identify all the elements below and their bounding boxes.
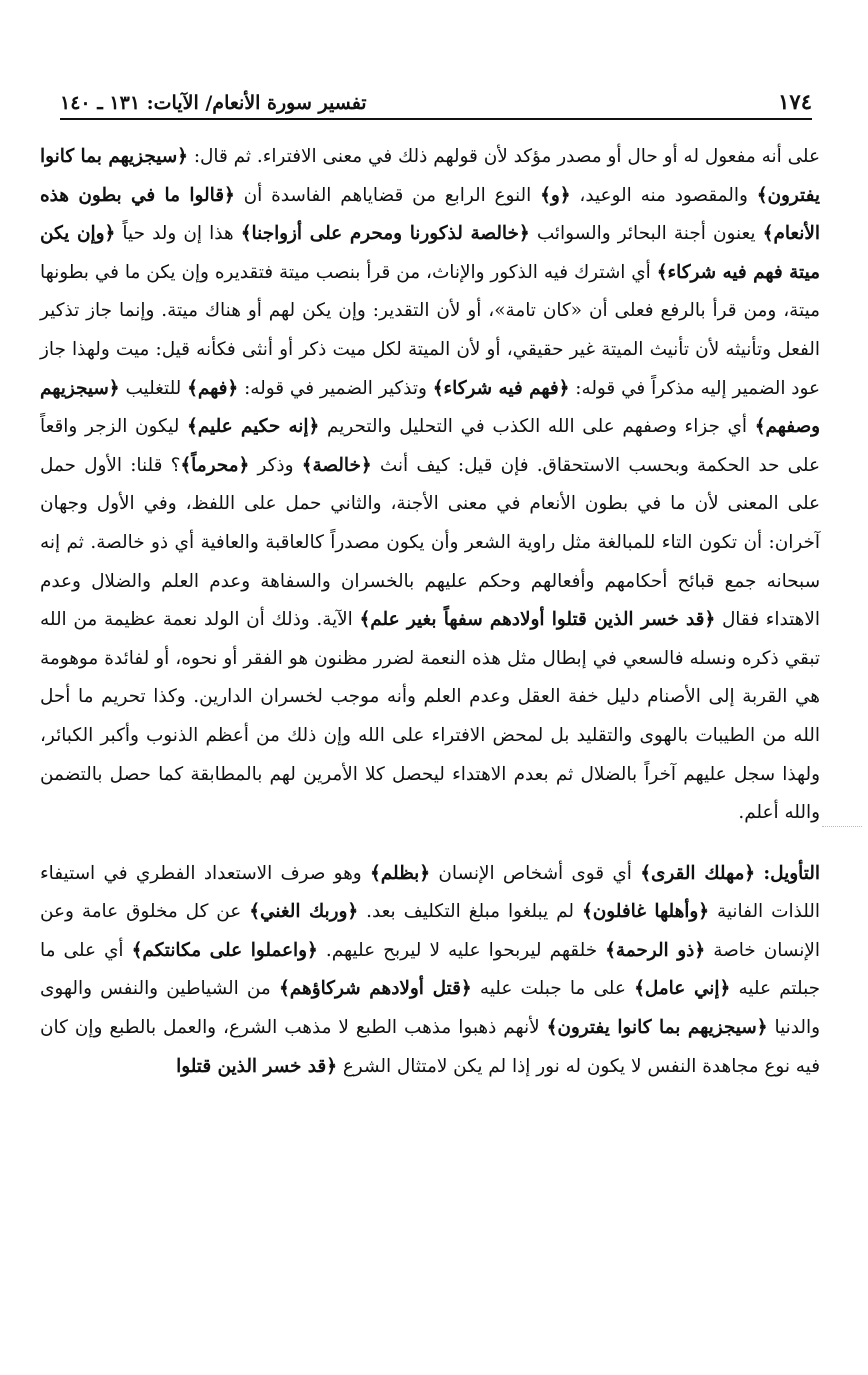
text-run: هذا إن ولد حياً [115, 223, 241, 245]
interpretation-body [40, 863, 820, 1077]
quran-quote: ﴿خالصة لذكورنا ومحرم على أزواجنا﴾ [240, 223, 530, 245]
text-run: عن كل مخلوق عامة وعن الإنسان خاصة [40, 901, 820, 961]
text-run: أي على ما جبلتم عليه [40, 939, 820, 1000]
quran-quote: ﴿مهلك القرى﴾ [640, 862, 756, 884]
quran-quote: ﴿إني عامل﴾ [634, 978, 731, 1000]
margin-dotted-line [822, 826, 862, 827]
text-run: على ما جبلت عليه [471, 978, 635, 1000]
interpretation-lead: التأويل: [763, 862, 820, 884]
quran-quote: ﴿وأهلها غافلون﴾ [581, 901, 710, 923]
quran-quote: ﴿سيجزيهم وصفهم﴾ [40, 377, 820, 438]
commentary-paragraph [40, 138, 820, 833]
quran-quote: ﴿محرماً﴾ [180, 454, 250, 476]
quran-quote: ﴿إنه حكيم عليم﴾ [187, 416, 320, 438]
quran-quote: ﴿قد خسر الذين قتلوا [176, 1055, 337, 1077]
quran-quote: ﴿فهم فيه شركاء﴾ [432, 377, 570, 399]
quran-quote: ﴿قد خسر الذين قتلوا أولادهم سفهاً بغير علم﴾ [359, 609, 716, 631]
text-run: ؟ قلنا: الأول حمل على المعنى لأن ما في بطون الأنعام في معنى الأجنة، والثاني حمل على اللفظ، وفي الأول وجهان آخران: أن تكون التاء للمبالغة مثل راوية الشعر وأن يكون مصدراً كالعاقبة والعافية أي ذو خالصة. ثم إنه سبحانه جمع قبائح أحكامهم وأفعالهم وحكم عليهم بالخسران والسفاهة وعدم العلم والضلال وعدم الاهتداء فقال [40, 454, 820, 631]
text-run: على أنه مفعول له أو حال أو مصدر مؤكد لأن قولهم ذلك في معنى الافتراء. ثم قال: [187, 146, 820, 167]
quran-quote: ﴿وربك الغني﴾ [249, 901, 359, 923]
body-text [40, 138, 820, 1086]
quran-quote: ﴿ذو الرحمة﴾ [605, 939, 706, 961]
text-run: النوع الرابع من قضاياهم الفاسدة أن [234, 184, 541, 206]
running-header [60, 84, 812, 120]
text-run: لم يبلغوا مبلغ التكليف بعد. [358, 901, 582, 923]
text-run: والمقصود منه الوعيد، [570, 184, 757, 206]
text-run: وتذكير الضمير في قوله: [238, 377, 433, 399]
quran-quote: ﴿بظلم﴾ [369, 862, 431, 884]
quran-quote: ﴿فهم﴾ [187, 377, 239, 399]
text-run: لأنهم ذهبوا مذهب الطبع لا مذهب الشرع، والعمل بالطبع وإن كان فيه نوع مجاهدة النفس لا يكون له نور إذا لم يكن لامتثال الشرع [40, 1017, 820, 1077]
text-run: ليكون الزجر واقعاً على حد الحكمة وبحسب الاستحقاق. فإن قيل: كيف أنث [40, 416, 820, 476]
quran-quote: ﴿واعملوا على مكانتكم﴾ [131, 939, 318, 961]
quran-quote: ﴿سيجزيهم بما كانوا يفترون﴾ [40, 146, 820, 206]
quran-quote: ﴿سيجزيهم بما كانوا يفترون﴾ [546, 1017, 768, 1039]
quran-quote: ﴿خالصة﴾ [301, 454, 372, 476]
text-run: أي جزاء وصفهم على الله الكذب في التحليل والتحريم [319, 416, 755, 438]
text-run: أي اشترك فيه الذكور والإناث، من قرأ بنصب ميتة فتقديره وإن يكن ما في بطونها ميتة، ومن قرأ بالرفع فعلى أن «كان تامة»، أو لأن التقدير: وإن يكن لهم أو هناك ميتة. وإنما جاز تذكير الفعل وتأنيثه لأن تأنيث الميتة غير حقيقي، أو لأن الميتة لكل ميت ذكر أو أنثى فكأنه قيل: ميت ولهذا جاز عود الضمير إليه مذكراً في قوله: [40, 261, 820, 399]
page-number: ١٧٤ [778, 89, 812, 114]
text-run: وذكر [249, 454, 302, 476]
quran-quote: ﴿و﴾ [540, 184, 571, 206]
text-run: للتغليب [119, 377, 188, 399]
text-run: يعنون أجنة البحائر والسوائب [529, 223, 763, 245]
text-run: خلقهم ليربحوا عليه لا ليربح عليهم. [317, 939, 606, 961]
quran-quote: ﴿قالوا ما في بطون هذه الأنعام﴾ [40, 184, 821, 245]
interpretation-paragraph [40, 855, 820, 1087]
text-run: الآية. وذلك أن الولد نعمة عظيمة من الله تبقي ذكره ونسله فالسعي في إبطال مثل هذه النعمة لضرر مظنون هو الفقر أو نحوه، أو لفائدة موهومة هي القربة إلى الأصنام دليل خفة العقل وعدم العلم وأنه موجب لخسران الدارين. وكذا تحريم ما أحل الله من الطيبات بالهوى والتقليد بل لمحض الافتراء على الله وإن ذلك من أعظم الذنوب وأكبر الكبائر، ولهذا سجل عليهم آخراً بالضلال ثم بعدم الاهتداء ليحصل كلا الأمرين لهم بالمطابقة كما حصل بالتضمن والله أعلم. [40, 609, 820, 824]
text-run: من الشياطين والنفس والهوى والدنيا [40, 978, 820, 1039]
text-run: أي قوى أشخاص الإنسان [430, 862, 641, 884]
quran-quote: ﴿وإن يكن ميتة فهم فيه شركاء﴾ [40, 223, 820, 283]
quran-quote: ﴿قتل أولادهم شركاؤهم﴾ [278, 978, 472, 1000]
header-title: تفسير سورة الأنعام/ الآيات: ١٣١ ـ ١٤٠ [60, 92, 367, 114]
text-run: وهو صرف الاستعداد الفطري في استيفاء اللذات الفانية [40, 862, 821, 923]
